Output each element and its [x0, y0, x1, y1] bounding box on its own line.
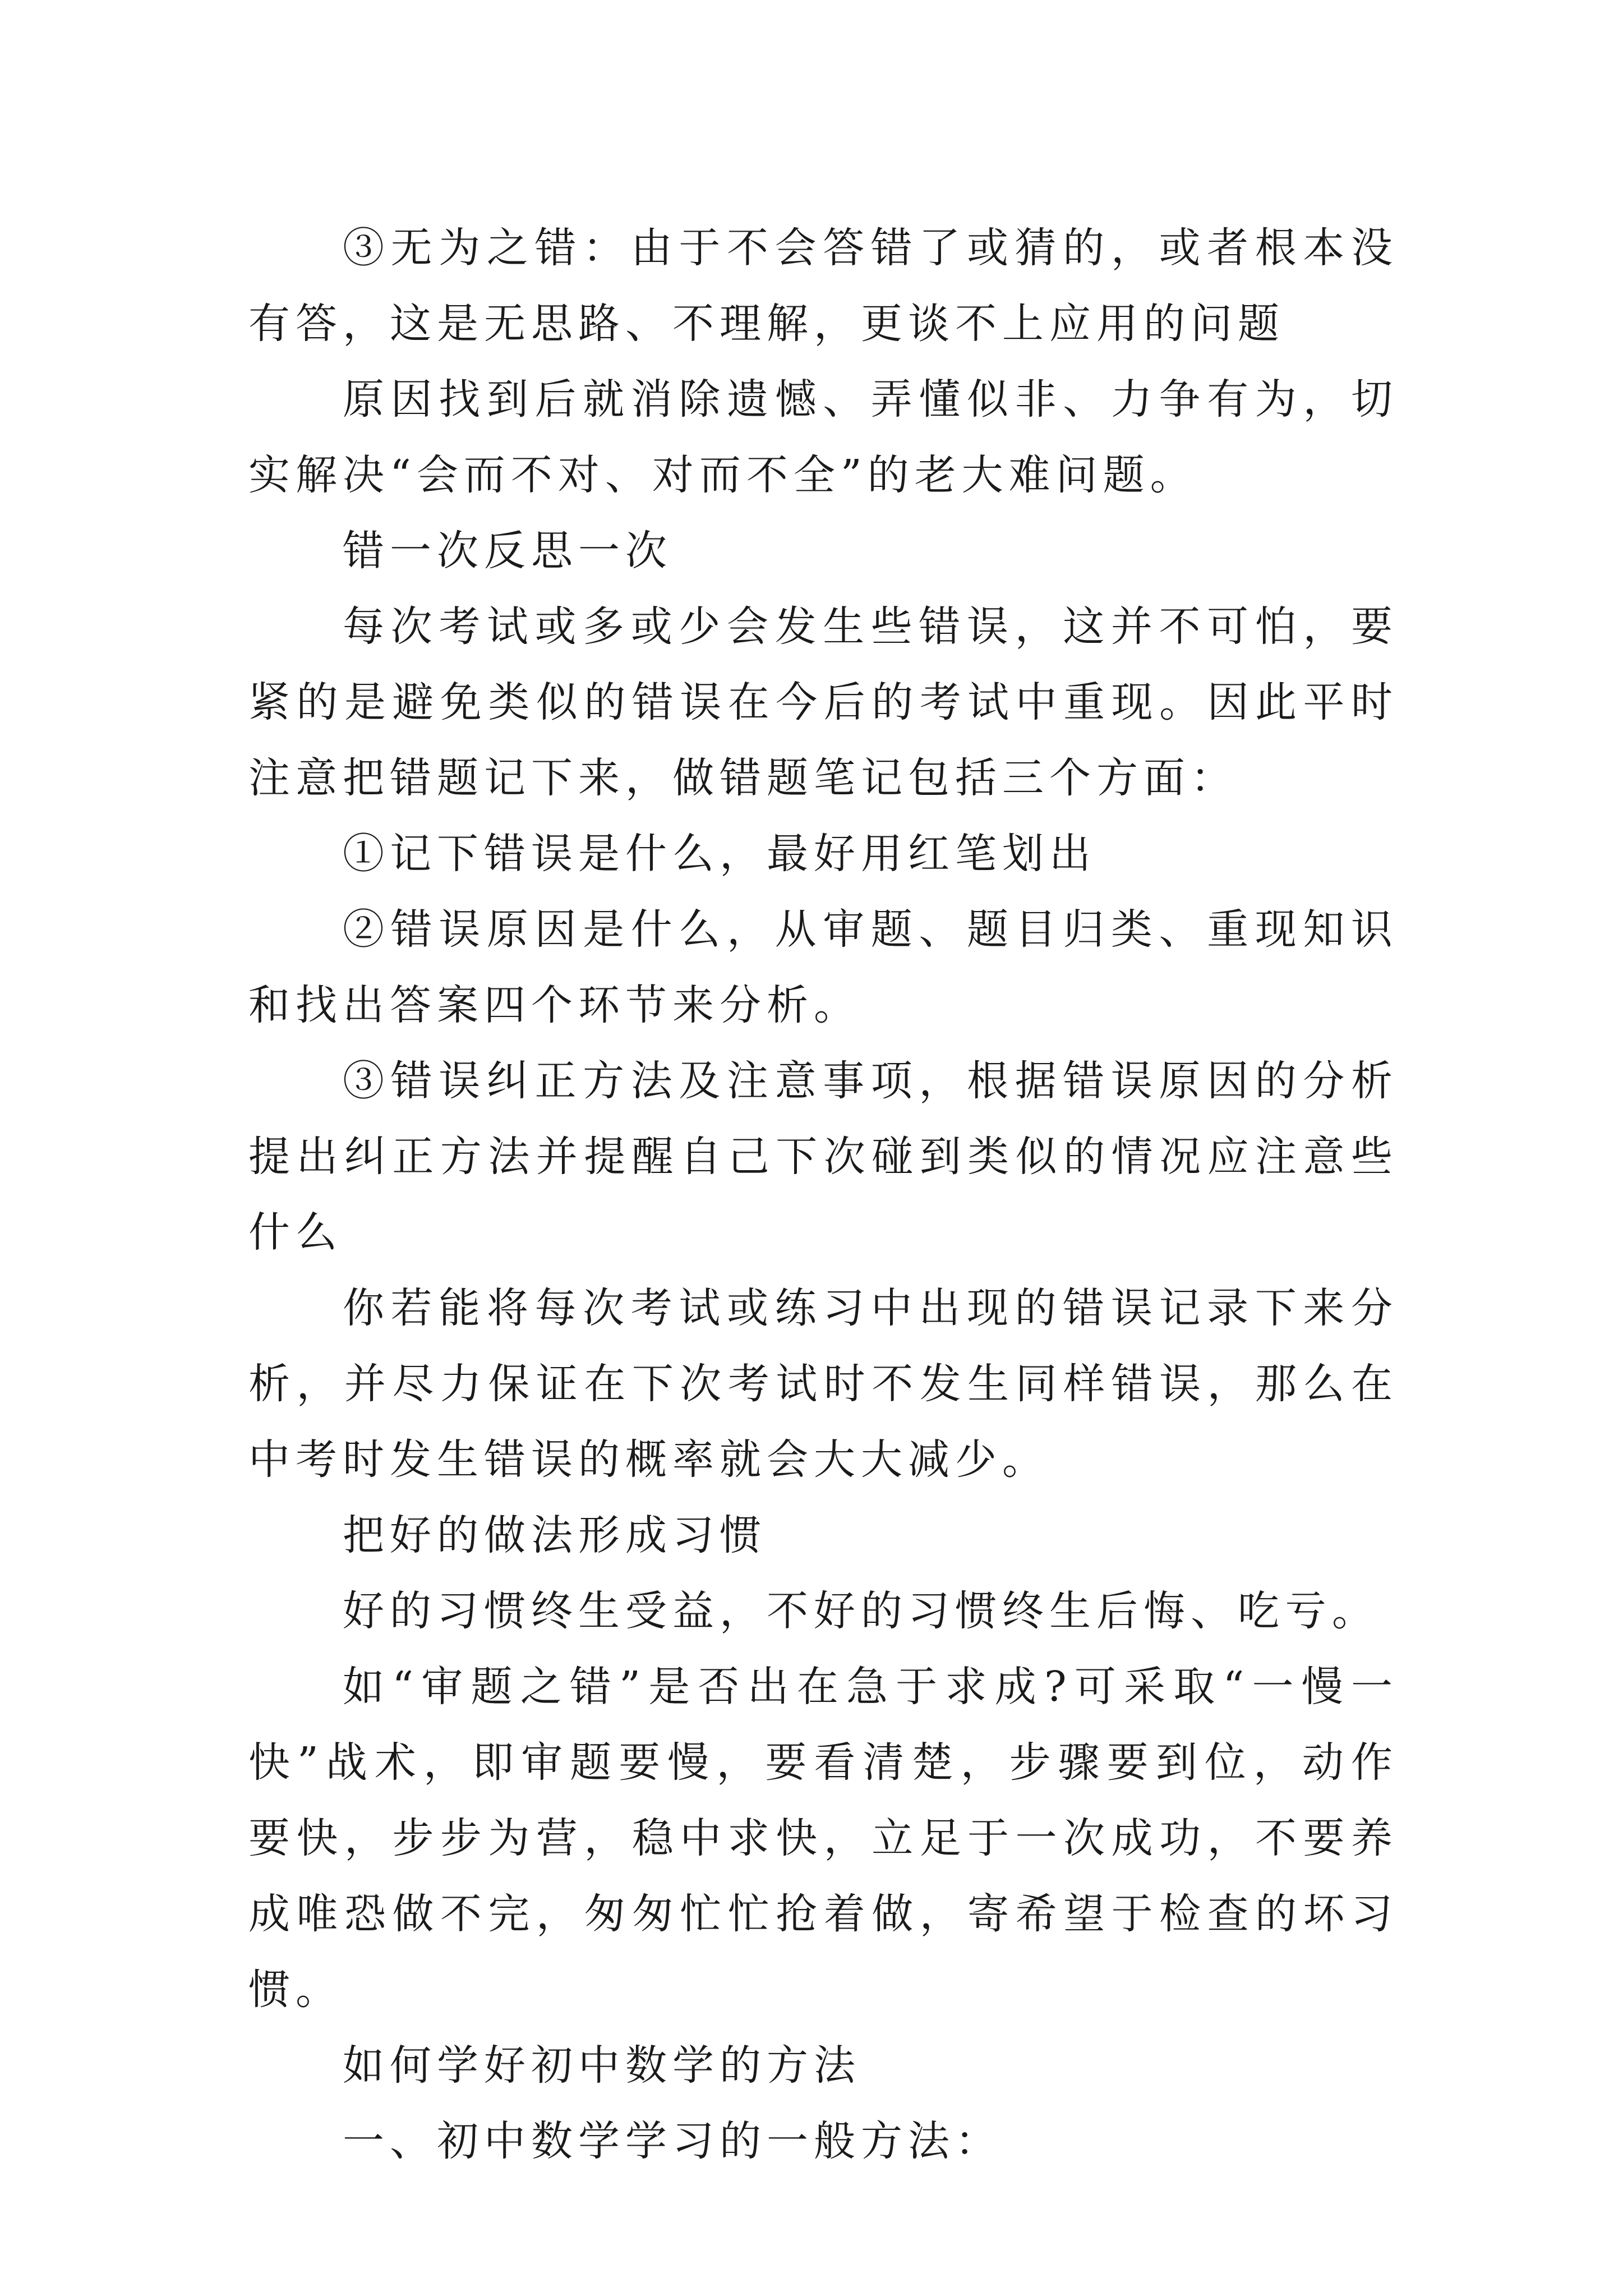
paragraph-good-habits: 好的习惯终生受益，不好的习惯终生后悔、吃亏。: [343, 1587, 1379, 1635]
section-heading-math-methods: 如何学好初中数学的方法: [343, 2041, 861, 2090]
paragraph-error-notes: 每次考试或多或少会发生些错误，这并不可怕，要紧的是避免类似的错误在今后的考试中重现。因此平时注意把错题记下来，做错题笔记包括三个方面：: [248, 602, 1398, 802]
list-item-note-3: ③错误纠正方法及注意事项，根据错误原因的分析提出纠正方法并提醒自己下次碰到类似的情况应注意些什么: [248, 1057, 1398, 1257]
paragraph-record-errors: 你若能将每次考试或练习中出现的错误记录下来分析，并尽力保证在下次考试时不发生同样错误，那么在中考时发生错误的概率就会大大减少。: [248, 1284, 1398, 1484]
section-heading-habits: 把好的做法形成习惯: [343, 1511, 767, 1559]
paragraph-find-cause: 原因找到后就消除遗憾、弄懂似非、力争有为，切实解决“会而不对、对而不全”的老大难问题。: [248, 375, 1398, 499]
paragraph-mistake-type-3: ③无为之错：由于不会答错了或猜的，或者根本没有答，这是无思路、不理解，更谈不上应用的问题: [248, 224, 1398, 348]
list-item-note-2: ②错误原因是什么，从审题、题目归类、重现知识和找出答案四个环节来分析。: [248, 905, 1398, 1029]
paragraph-slow-fast: 如“审题之错”是否出在急于求成?可采取“一慢一快”战术，即审题要慢，要看清楚，步骤要到位，动作要快，步步为营，稳中求快，立足于一次成功，不要养成唯恐做不完，匆匆忙忙抢着做，寄希望于检查的坏习惯。: [248, 1663, 1398, 2014]
section-heading-reflect: 错一次反思一次: [343, 527, 672, 575]
document-body: [248, 210, 1398, 2179]
section-heading-general-methods: 一、初中数学学习的一般方法：: [343, 2117, 1002, 2165]
list-item-note-1: ①记下错误是什么，最好用红笔划出: [343, 830, 1096, 878]
